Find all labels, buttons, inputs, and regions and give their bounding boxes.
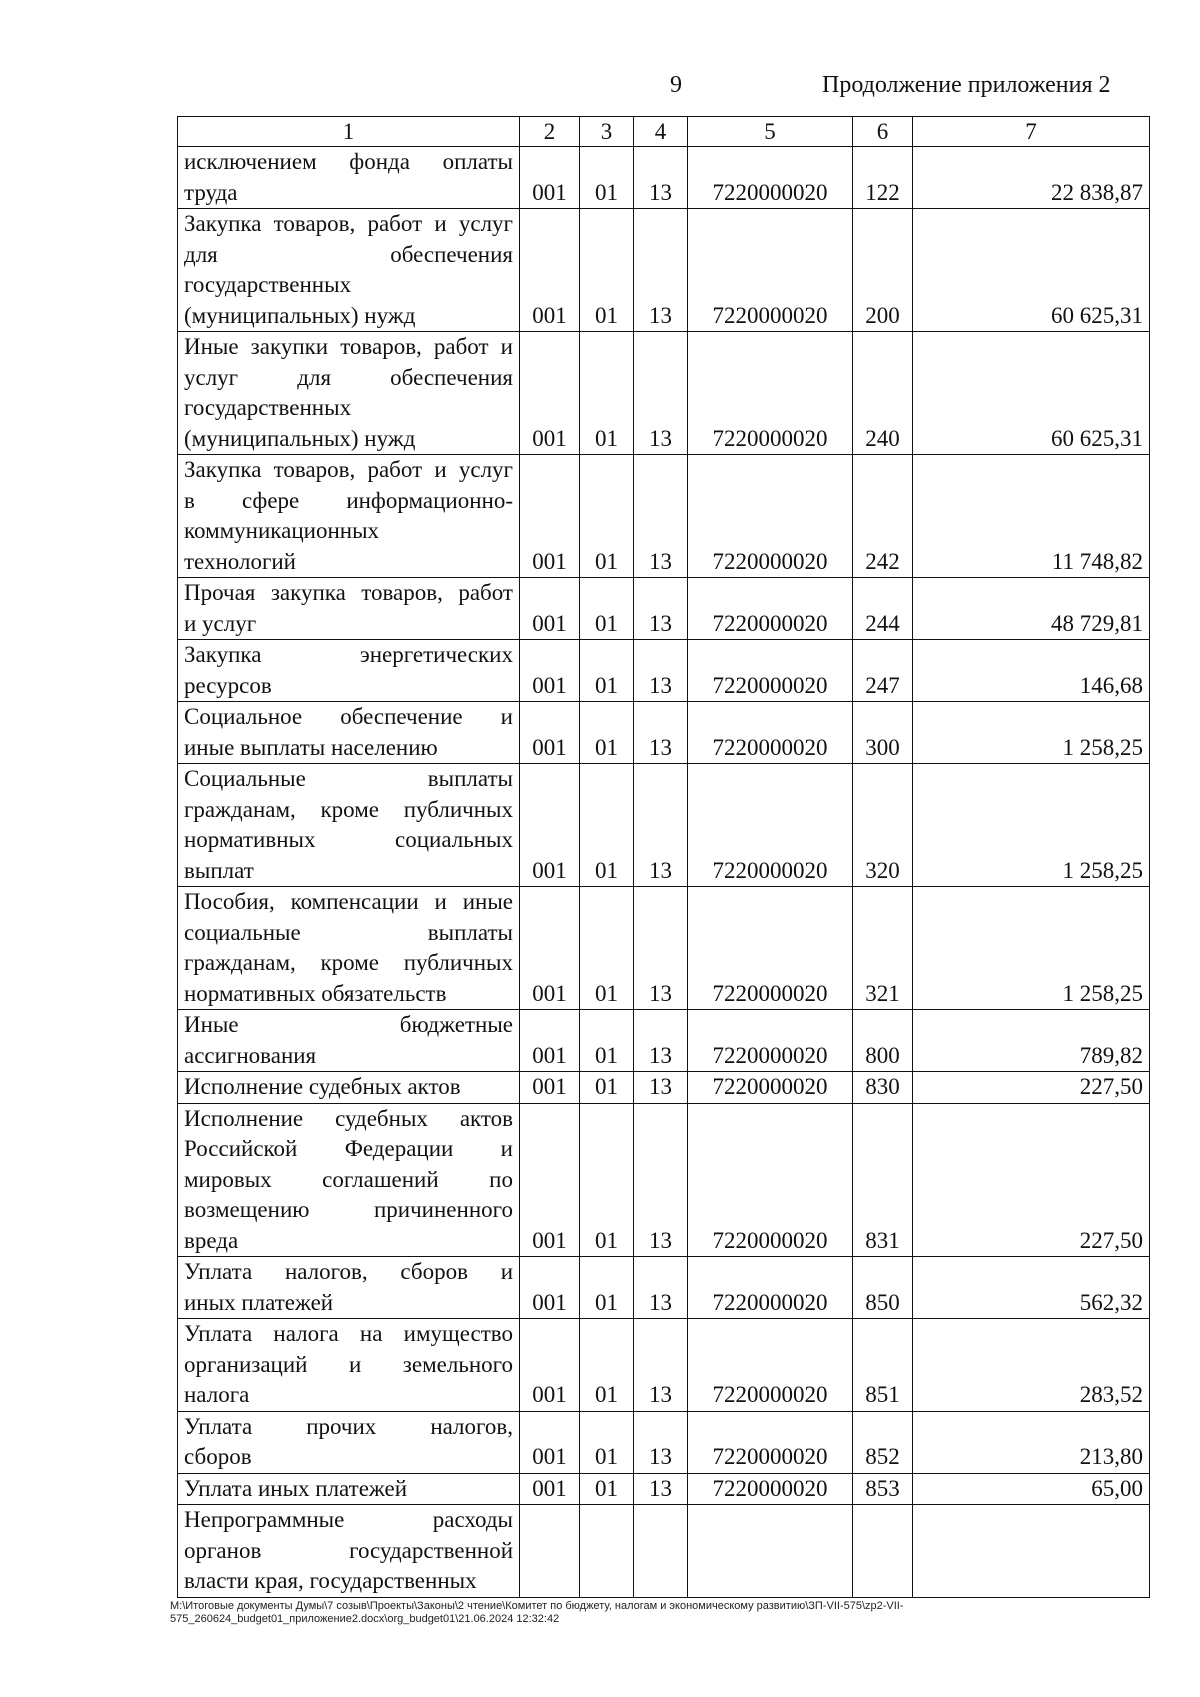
expense-name-line (184, 486, 513, 517)
expense-name-word: Прочая (184, 580, 256, 605)
expense-name-word: публичных (403, 796, 513, 822)
expense-name-word: соглашений (322, 1166, 439, 1192)
expense-type-cell: 244 (853, 578, 913, 640)
amount-cell: 60 625,31 (913, 209, 1150, 332)
section-code-cell: 01 (580, 1257, 634, 1319)
subsection-code-cell: 13 (634, 147, 688, 209)
expense-name-word: товаров, (273, 457, 356, 482)
expense-type-cell: 830 (853, 1072, 913, 1104)
expense-name-cell (178, 1319, 520, 1412)
amount-cell: 60 625,31 (913, 332, 1150, 455)
ministry-code-cell: 001 (520, 578, 580, 640)
expense-name-line (184, 332, 513, 363)
subsection-code-cell: 13 (634, 1473, 688, 1505)
expense-name-word: по (489, 1166, 513, 1192)
expense-name-line: Уплата иных платежей (184, 1475, 408, 1501)
expense-name-cell (178, 702, 520, 764)
expense-name-word: социальные (184, 919, 301, 945)
subsection-code-cell: 13 (634, 1103, 688, 1257)
section-code-cell (580, 1505, 634, 1598)
subsection-code-cell: 13 (634, 764, 688, 887)
expense-name-line: выплат (184, 857, 254, 883)
subsection-code-cell: 13 (634, 1010, 688, 1072)
expense-name-word: гражданам, (184, 796, 296, 822)
appendix-continuation-header: Продолжение приложения 2 (822, 72, 1111, 98)
expense-name-word: социальных (395, 827, 513, 852)
expense-name-word: информационно- (346, 487, 513, 513)
section-code-cell: 01 (580, 1319, 634, 1412)
ministry-code-cell: 001 (520, 455, 580, 578)
expense-name-word: закупки (250, 334, 329, 359)
expense-name-line (184, 1010, 513, 1041)
expense-name-word: работ (433, 334, 489, 359)
expense-name-line (184, 240, 513, 271)
expense-name-word: нормативных (184, 827, 316, 852)
table-row (178, 209, 1150, 332)
expense-name-word: Иные (184, 334, 239, 359)
amount-cell: 1 258,25 (913, 764, 1150, 887)
expense-name-cell (178, 1257, 520, 1319)
expense-type-cell: 300 (853, 702, 913, 764)
expense-name-word: товаров, (361, 580, 443, 605)
expense-name-line (184, 455, 513, 486)
expense-name-word: бюджетные (399, 1012, 513, 1037)
target-article-cell: 7220000020 (688, 455, 853, 578)
expense-name-line (184, 1195, 513, 1226)
expense-name-word: исключением (184, 149, 317, 174)
expense-name-cell (178, 1072, 520, 1104)
column-header-6: 6 (853, 117, 913, 147)
expense-type-cell: 200 (853, 209, 913, 332)
expense-name-line (184, 1165, 513, 1196)
table-row (178, 702, 1150, 764)
expense-name-word: Российской (184, 1136, 298, 1161)
expense-name-line: государственных (184, 395, 352, 420)
expense-name-word: компенсации (290, 889, 419, 914)
expense-type-cell: 240 (853, 332, 913, 455)
expense-name-word: причиненного (374, 1197, 513, 1222)
section-code-cell: 01 (580, 578, 634, 640)
target-article-cell: 7220000020 (688, 640, 853, 702)
expense-type-cell: 800 (853, 1010, 913, 1072)
expense-name-cell (178, 764, 520, 887)
expense-type-cell: 850 (853, 1257, 913, 1319)
expense-name-word: закупка (270, 580, 346, 605)
target-article-cell: 7220000020 (688, 887, 853, 1010)
expense-type-cell: 831 (853, 1103, 913, 1257)
table-row (178, 1010, 1150, 1072)
expense-name-cell (178, 887, 520, 1010)
section-code-cell: 01 (580, 1473, 634, 1505)
expense-name-word: и (348, 1351, 362, 1377)
table-row (178, 764, 1150, 887)
page-number: 9 (670, 72, 682, 98)
section-code-cell: 01 (580, 764, 634, 887)
ministry-code-cell: 001 (520, 332, 580, 455)
expense-name-word: и (500, 704, 513, 729)
expense-name-line: коммуникационных (184, 518, 380, 543)
target-article-cell: 7220000020 (688, 147, 853, 209)
expense-name-word: и (500, 334, 513, 359)
ministry-code-cell: 001 (520, 1411, 580, 1473)
subsection-code-cell: 13 (634, 640, 688, 702)
target-article-cell: 7220000020 (688, 578, 853, 640)
expense-name-word: и (500, 1259, 513, 1284)
table-row (178, 1257, 1150, 1319)
expense-name-word: прочих (306, 1413, 377, 1439)
section-code-cell: 01 (580, 702, 634, 764)
table-row (178, 455, 1150, 578)
table-row (178, 887, 1150, 1010)
expense-name-cell (178, 332, 520, 455)
target-article-cell: 7220000020 (688, 209, 853, 332)
expense-name-word: и (500, 1136, 513, 1161)
expense-name-line (184, 1505, 513, 1536)
expense-name-word: Федерации (344, 1136, 454, 1161)
expense-name-word: работ (367, 211, 423, 236)
expense-name-word: энергетических (359, 642, 513, 667)
expense-type-cell: 852 (853, 1411, 913, 1473)
table-header-row (178, 117, 1150, 147)
subsection-code-cell (634, 1505, 688, 1598)
ministry-code-cell: 001 (520, 1010, 580, 1072)
expense-name-word: кроме (320, 796, 379, 822)
target-article-cell: 7220000020 (688, 332, 853, 455)
amount-cell: 283,52 (913, 1319, 1150, 1412)
expense-name-cell (178, 578, 520, 640)
expense-name-word: услуг (458, 211, 513, 236)
subsection-code-cell: 13 (634, 887, 688, 1010)
expense-name-line: власти края, государственных (184, 1568, 477, 1593)
subsection-code-cell: 13 (634, 1411, 688, 1473)
ministry-code-cell: 001 (520, 1319, 580, 1412)
expense-name-cell (178, 209, 520, 332)
footer-line-1: M:\Итоговые документы Думы\7 созыв\Проекты\Законы\2 чтение\Комитет по бюджету, налогам и экономическому развитию\ЗП-VII-575\zp2-VII- (170, 1600, 904, 1612)
amount-cell: 48 729,81 (913, 578, 1150, 640)
amount-cell: 65,00 (913, 1473, 1150, 1505)
expense-name-line: государственных (184, 272, 352, 297)
section-code-cell: 01 (580, 887, 634, 1010)
expense-name-word: на (359, 1321, 383, 1346)
section-code-cell: 01 (580, 1411, 634, 1473)
expense-name-word: выплаты (427, 766, 513, 791)
expense-name-word: Уплата (184, 1259, 253, 1284)
expense-name-cell (178, 147, 520, 209)
expense-name-word: мировых (184, 1166, 272, 1192)
amount-cell: 789,82 (913, 1010, 1150, 1072)
expense-name-word: налогов, (430, 1413, 513, 1439)
expense-name-line: (муниципальных) нужд (184, 425, 416, 451)
amount-cell: 146,68 (913, 640, 1150, 702)
section-code-cell: 01 (580, 332, 634, 455)
expense-name-word: и (434, 211, 447, 236)
budget-table (177, 116, 1150, 1598)
expense-name-word: сборов (400, 1259, 468, 1284)
column-header-5: 5 (688, 117, 853, 147)
amount-cell: 227,50 (913, 1072, 1150, 1104)
expense-name-word: оплаты (442, 149, 513, 174)
target-article-cell: 7220000020 (688, 1411, 853, 1473)
expense-name-line (184, 578, 513, 609)
expense-name-line (184, 795, 513, 826)
amount-cell: 227,50 (913, 1103, 1150, 1257)
table-row (178, 147, 1150, 209)
expense-name-cell (178, 640, 520, 702)
expense-name-word: Иные (184, 1012, 239, 1037)
expense-type-cell: 122 (853, 147, 913, 209)
expense-name-word: и (434, 889, 447, 914)
table-row (178, 1473, 1150, 1505)
subsection-code-cell: 13 (634, 1257, 688, 1319)
expense-name-word: услуг (458, 457, 513, 482)
expense-name-line (184, 948, 513, 979)
expense-name-line: налога (184, 1382, 250, 1407)
expense-name-word: государственной (349, 1537, 513, 1563)
expense-name-word: Социальное (184, 704, 303, 729)
ministry-code-cell: 001 (520, 1103, 580, 1257)
expense-name-word: обеспечения (390, 241, 513, 267)
expense-name-line: технологий (184, 548, 296, 574)
ministry-code-cell: 001 (520, 1257, 580, 1319)
expense-name-word: расходы (432, 1507, 513, 1532)
ministry-code-cell: 001 (520, 640, 580, 702)
section-code-cell: 01 (580, 147, 634, 209)
table-row (178, 1505, 1150, 1598)
expense-name-word: иные (462, 889, 513, 914)
expense-name-word: публичных (403, 950, 513, 975)
table-row (178, 332, 1150, 455)
expense-name-word: работ (367, 457, 423, 482)
target-article-cell: 7220000020 (688, 1103, 853, 1257)
ministry-code-cell: 001 (520, 702, 580, 764)
column-header-1: 1 (178, 117, 520, 147)
amount-cell: 562,32 (913, 1257, 1150, 1319)
subsection-code-cell: 13 (634, 578, 688, 640)
expense-name-word: судебных (335, 1105, 428, 1131)
table-row (178, 1072, 1150, 1104)
expense-type-cell: 242 (853, 455, 913, 578)
expense-name-word: в (184, 487, 195, 513)
expense-name-line (184, 1134, 513, 1165)
amount-cell: 213,80 (913, 1411, 1150, 1473)
column-header-4: 4 (634, 117, 688, 147)
amount-cell: 1 258,25 (913, 702, 1150, 764)
expense-name-word: Пособия, (184, 889, 275, 914)
ministry-code-cell (520, 1505, 580, 1598)
ministry-code-cell: 001 (520, 1072, 580, 1104)
expense-name-word: Закупка (184, 642, 262, 667)
expense-name-word: обеспечение (340, 704, 463, 729)
expense-name-word: товаров, (340, 334, 422, 359)
expense-name-line (184, 640, 513, 671)
expense-name-word: Закупка (184, 211, 262, 236)
expense-name-word: Уплата (184, 1321, 253, 1346)
expense-type-cell: 320 (853, 764, 913, 887)
expense-name-line (184, 918, 513, 949)
column-header-2: 2 (520, 117, 580, 147)
expense-type-cell (853, 1505, 913, 1598)
expense-name-word: актов (459, 1105, 513, 1131)
expense-name-line: и услуг (184, 610, 257, 636)
expense-name-line: иные выплаты населению (184, 734, 438, 760)
expense-name-line (184, 887, 513, 918)
expense-name-word: работ (458, 580, 513, 605)
section-code-cell: 01 (580, 1103, 634, 1257)
expense-type-cell: 247 (853, 640, 913, 702)
expense-name-line: труда (184, 179, 238, 205)
section-code-cell: 01 (580, 209, 634, 332)
expense-name-line: вреда (184, 1227, 239, 1253)
ministry-code-cell: 001 (520, 209, 580, 332)
expense-name-line (184, 363, 513, 394)
expense-name-word: организаций (184, 1351, 308, 1377)
ministry-code-cell: 001 (520, 887, 580, 1010)
expense-name-line (184, 1319, 513, 1350)
expense-name-cell (178, 1473, 520, 1505)
section-code-cell: 01 (580, 455, 634, 578)
target-article-cell: 7220000020 (688, 1010, 853, 1072)
expense-name-word: налогов, (284, 1259, 368, 1284)
expense-name-word: услуг (184, 364, 239, 390)
amount-cell: 1 258,25 (913, 887, 1150, 1010)
amount-cell: 11 748,82 (913, 455, 1150, 578)
target-article-cell: 7220000020 (688, 764, 853, 887)
target-article-cell: 7220000020 (688, 1257, 853, 1319)
budget-table-body (178, 117, 1150, 1598)
expense-name-word: для (297, 364, 332, 390)
expense-name-word: гражданам, (184, 950, 296, 975)
expense-name-word: для (184, 241, 218, 267)
expense-name-word: выплаты (427, 919, 513, 945)
expense-name-line (184, 1536, 513, 1567)
ministry-code-cell: 001 (520, 147, 580, 209)
expense-name-word: сфере (241, 487, 300, 513)
expense-name-line: Исполнение судебных актов (184, 1074, 461, 1099)
expense-name-line (184, 1104, 513, 1135)
subsection-code-cell: 13 (634, 332, 688, 455)
expense-name-word: товаров, (273, 211, 356, 236)
amount-cell (913, 1505, 1150, 1598)
table-row (178, 640, 1150, 702)
expense-name-line (184, 1350, 513, 1381)
expense-name-line: (муниципальных) нужд (184, 302, 416, 328)
expense-type-cell: 853 (853, 1473, 913, 1505)
expense-name-line: ресурсов (184, 672, 272, 698)
expense-name-cell (178, 1411, 520, 1473)
expense-name-word: имущество (403, 1321, 513, 1346)
section-code-cell: 01 (580, 640, 634, 702)
expense-name-word: кроме (320, 950, 379, 975)
expense-name-word: органов (184, 1537, 262, 1563)
expense-name-word: Непрограммные (184, 1507, 345, 1532)
target-article-cell: 7220000020 (688, 1473, 853, 1505)
table-row (178, 1319, 1150, 1412)
expense-name-line: иных платежей (184, 1289, 334, 1315)
ministry-code-cell: 001 (520, 764, 580, 887)
column-header-3: 3 (580, 117, 634, 147)
section-code-cell: 01 (580, 1010, 634, 1072)
table-row (178, 1103, 1150, 1257)
subsection-code-cell: 13 (634, 702, 688, 764)
table-row (178, 1411, 1150, 1473)
expense-name-word: Уплата (184, 1413, 253, 1439)
expense-name-word: фонда (349, 149, 410, 174)
ministry-code-cell: 001 (520, 1473, 580, 1505)
expense-name-word: возмещению (184, 1197, 310, 1222)
subsection-code-cell: 13 (634, 209, 688, 332)
expense-name-cell (178, 1103, 520, 1257)
target-article-cell: 7220000020 (688, 1319, 853, 1412)
expense-name-line: сборов (184, 1444, 252, 1469)
expense-name-line (184, 702, 513, 733)
expense-name-line: ассигнования (184, 1042, 317, 1068)
column-header-7: 7 (913, 117, 1150, 147)
expense-name-word: Социальные (184, 766, 306, 791)
expense-name-word: налога (273, 1321, 339, 1346)
footer-line-2: 575_260624_budget01_приложение2.docx\org_budget01\21.06.2024 12:32:42 (170, 1613, 560, 1625)
expense-name-line: нормативных обязательств (184, 980, 447, 1006)
expense-type-cell: 321 (853, 887, 913, 1010)
expense-name-word: земельного (402, 1351, 513, 1377)
expense-name-line (184, 825, 513, 856)
amount-cell: 22 838,87 (913, 147, 1150, 209)
expense-name-line (184, 1257, 513, 1288)
target-article-cell (688, 1505, 853, 1598)
expense-name-cell (178, 455, 520, 578)
subsection-code-cell: 13 (634, 455, 688, 578)
expense-name-line (184, 209, 513, 240)
file-path-footer (170, 1600, 1145, 1626)
expense-name-cell (178, 1505, 520, 1598)
target-article-cell: 7220000020 (688, 702, 853, 764)
expense-name-line (184, 764, 513, 795)
expense-name-word: Закупка (184, 457, 262, 482)
target-article-cell: 7220000020 (688, 1072, 853, 1104)
section-code-cell: 01 (580, 1072, 634, 1104)
expense-name-line (184, 147, 513, 178)
table-row (178, 578, 1150, 640)
expense-name-word: Исполнение (184, 1105, 304, 1131)
expense-name-word: и (434, 457, 447, 482)
expense-type-cell: 851 (853, 1319, 913, 1412)
expense-name-line (184, 1412, 513, 1443)
subsection-code-cell: 13 (634, 1319, 688, 1412)
expense-name-cell (178, 1010, 520, 1072)
subsection-code-cell: 13 (634, 1072, 688, 1104)
expense-name-word: обеспечения (390, 364, 513, 390)
